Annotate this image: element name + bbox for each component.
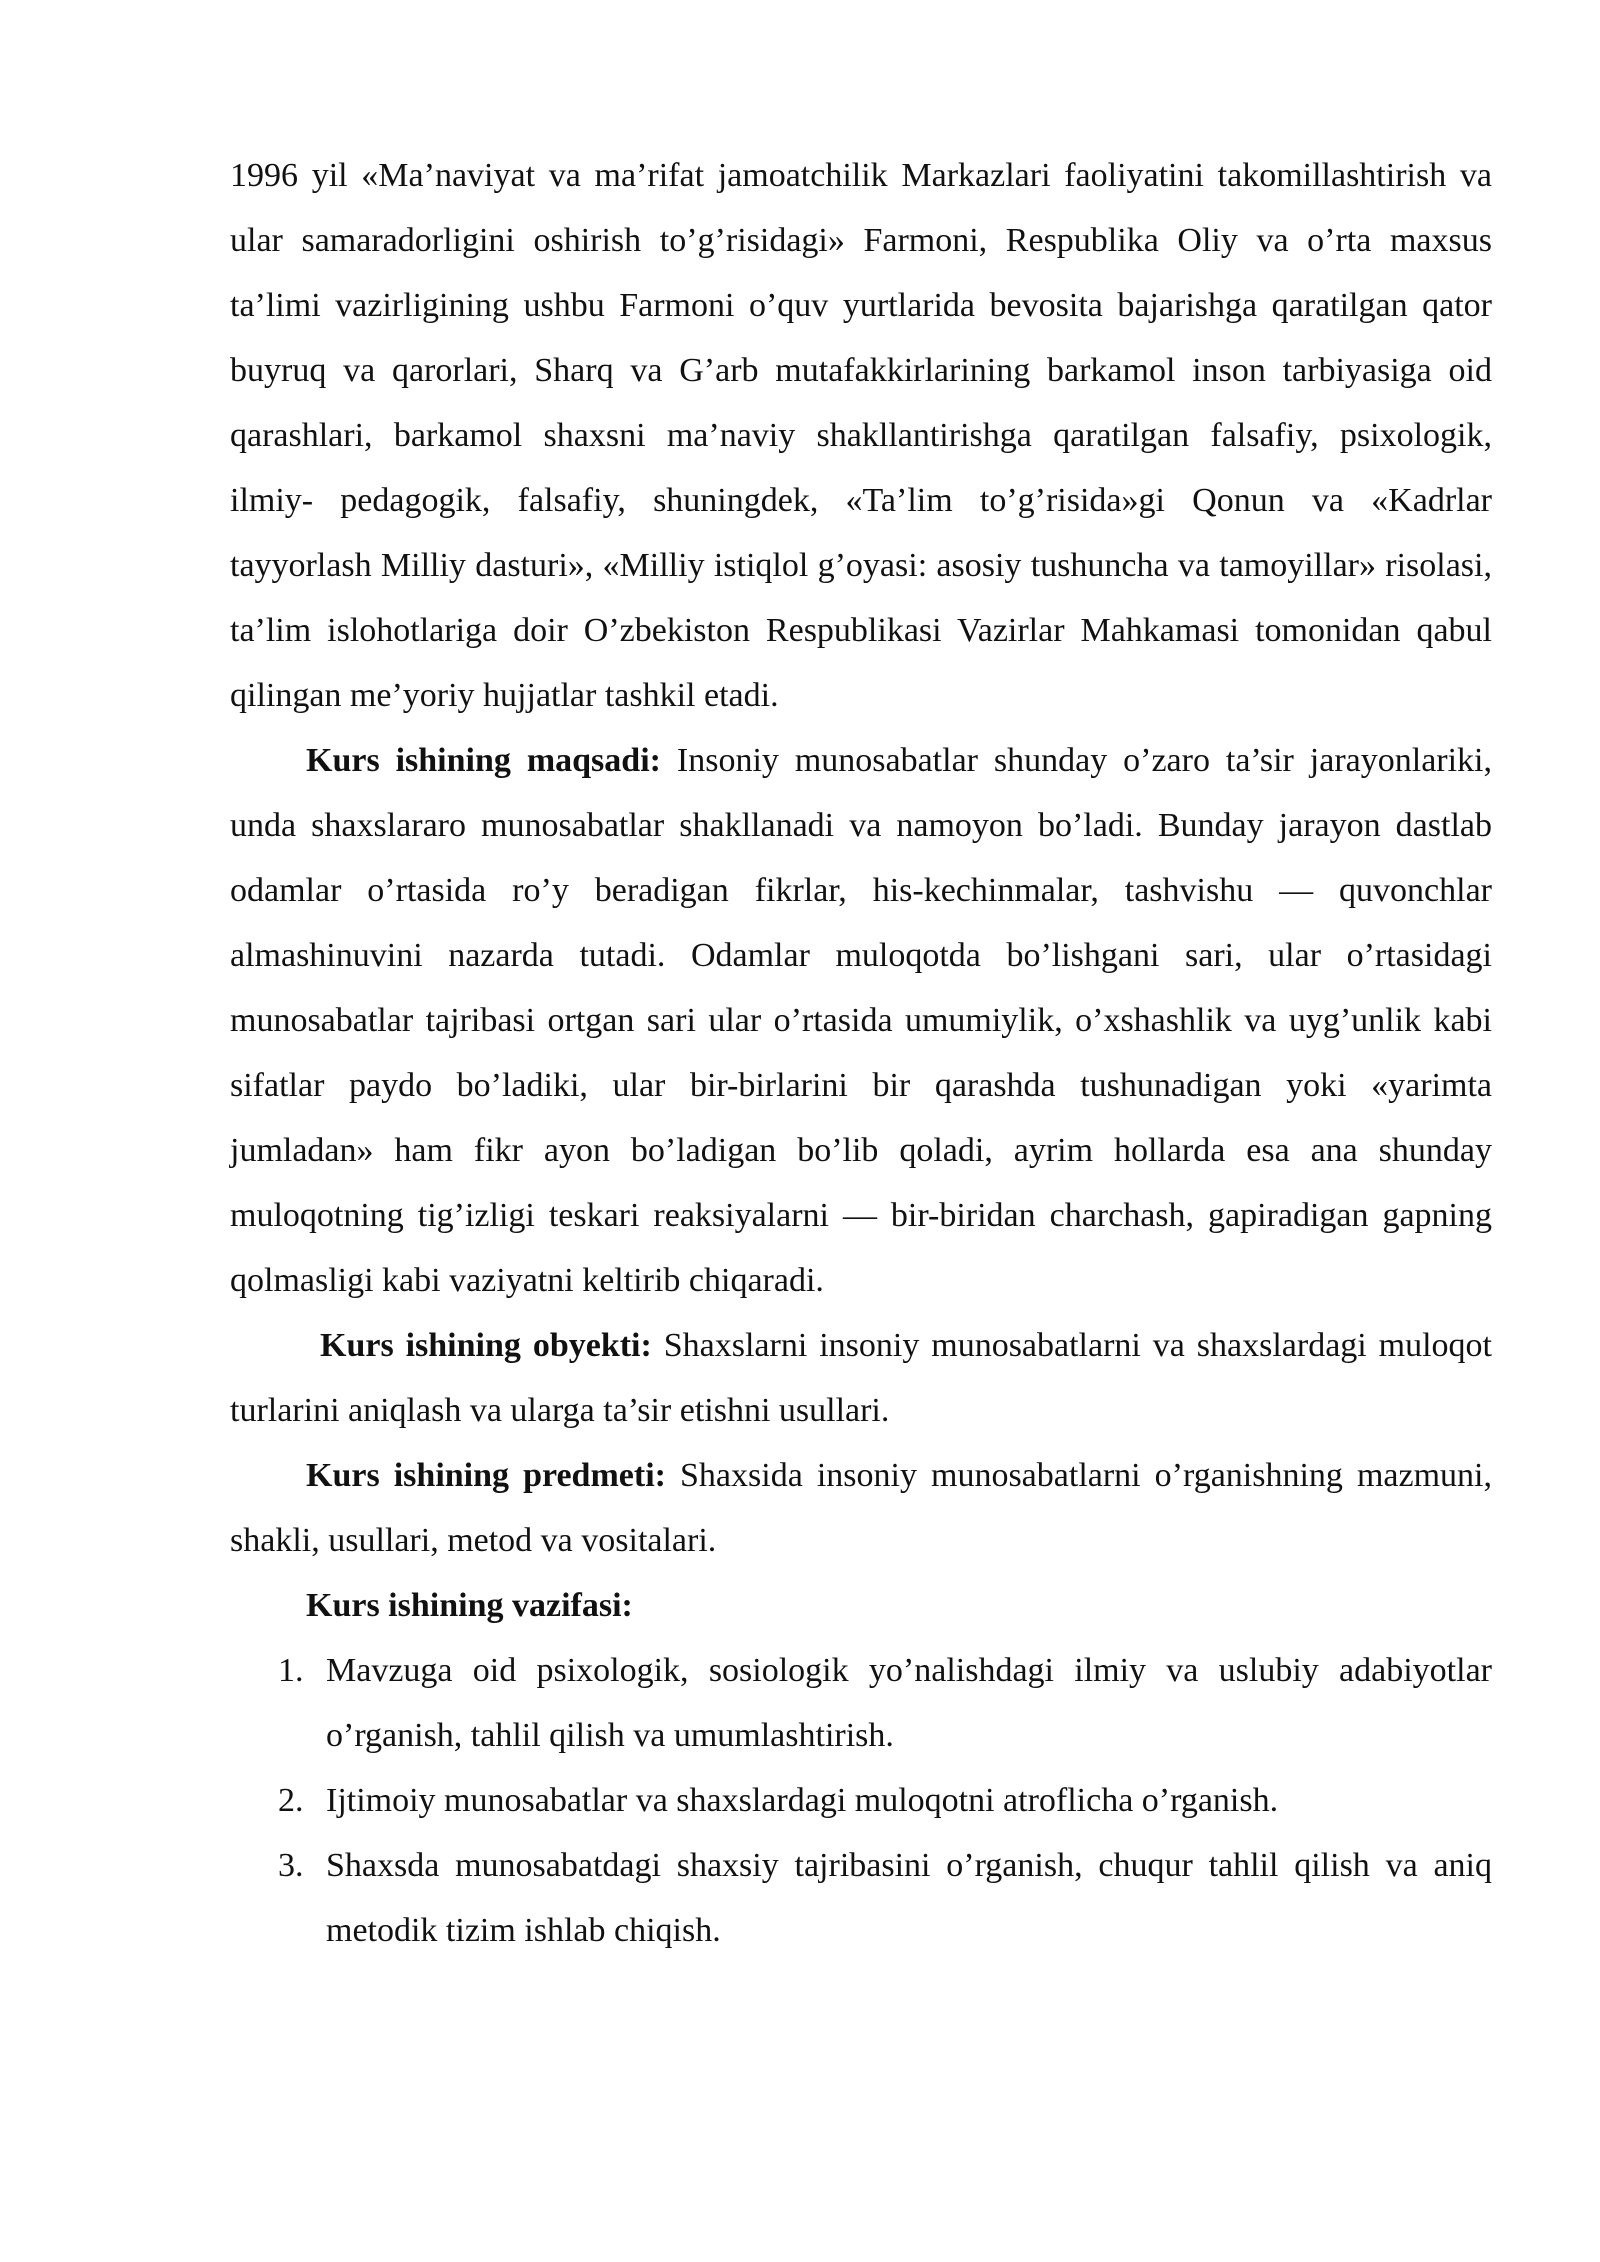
list-item bbox=[230, 1638, 1492, 1768]
intro-paragraph: 1996 yil «Ma’naviyat va ma’rifat jamoatchilik Markazlari faoliyatini takomillashtirish va ular samaradorligini oshirish to’g’risidagi» Farmoni, Respublika Oliy va o’rta maxsus ta’limi vazirligining ushbu Farmoni o’quv yurtlarida bevosita bajarishga qaratilgan qator buyruq va qarorlari, Sharq va G’arb mutafakkirlarining barkamol inson tarbiyasiga oid qarashlari, barkamol shaxsni ma’naviy shakllantirishga qaratilgan falsafiy, psixologik, ilmiy- pedagogik, falsafiy, shuningdek, «Ta’lim to’g’risida»gi Qonun va «Kadrlar tayyorlash Milliy dasturi», «Milliy istiqlol g’oyasi: asosiy tushuncha va tamoyillar» risolasi, ta’lim islohotlariga doir O’zbekiston Respublikasi Vazirlar Mahkamasi tomonidan qabul qilingan me’yoriy hujjatlar tashkil etadi. bbox=[230, 157, 1492, 714]
goal-label: Kurs ishining maqsadi: bbox=[306, 742, 661, 779]
subject-paragraph bbox=[230, 1443, 1492, 1573]
list-item-number: 3. bbox=[278, 1847, 304, 1884]
list-item-number: 1. bbox=[278, 1652, 304, 1689]
object-label: Kurs ishining obyekti: bbox=[320, 1327, 652, 1364]
list-item bbox=[230, 1833, 1492, 1963]
list-item-text: Ijtimoiy munosabatlar va shaxslardagi muloqotni atroflicha o’rganish. bbox=[326, 1782, 1279, 1819]
object-text: Shaxslarni insoniy munosabatlarni va shaxslardagi muloqot turlarini aniqlash va ularga ta’sir etishni usullari. bbox=[230, 1327, 1492, 1429]
list-item-number: 2. bbox=[278, 1782, 304, 1819]
goal-paragraph bbox=[230, 728, 1492, 1313]
goal-text: Insoniy munosabatlar shunday o’zaro ta’sir jarayonlariki, unda shaxslararo munosabatlar shakllanadi va namoyon bo’ladi. Bunday jarayon dastlab odamlar o’rtasida ro’y beradigan fikrlar, his-kechinmalar, tashvishu — quvonchlar almashinuvini nazarda tutadi. Odamlar muloqotda bo’lishgani sari, ular o’rtasidagi munosabatlar tajribasi ortgan sari ular o’rtasida umumiylik, o’xshashlik va uyg’unlik kabi sifatlar paydo bo’ladiki, ular bir-birlarini bir qarashda tushunadigan yoki «yarimta jumladan» ham fikr ayon bo’ladigan bo’lib qoladi, ayrim hollarda esa ana shunday muloqotning tig’izligi teskari reaksiyalarni — bir-biridan charchash, gapiradigan gapning qolmasligi kabi vaziyatni keltirib chiqaradi. bbox=[230, 742, 1492, 1299]
tasks-list bbox=[230, 1638, 1492, 1963]
list-item-text: Shaxsda munosabatdagi shaxsiy tajribasini o’rganish, chuqur tahlil qilish va aniq metodik tizim ishlab chiqish. bbox=[326, 1847, 1492, 1949]
subject-text: Shaxsida insoniy munosabatlarni o’rganishning mazmuni, shakli, usullari, metod va vositalari. bbox=[230, 1457, 1492, 1559]
object-paragraph bbox=[230, 1313, 1492, 1443]
tasks-heading bbox=[230, 1573, 1492, 1638]
document-body bbox=[230, 143, 1492, 1963]
list-item-text: Mavzuga oid psixologik, sosiologik yo’nalishdagi ilmiy va uslubiy adabiyotlar o’rganish, tahlil qilish va umumlashtirish. bbox=[326, 1652, 1492, 1754]
list-item bbox=[230, 1768, 1492, 1833]
subject-label: Kurs ishining predmeti: bbox=[306, 1457, 666, 1494]
tasks-label: Kurs ishining vazifasi: bbox=[306, 1587, 633, 1624]
